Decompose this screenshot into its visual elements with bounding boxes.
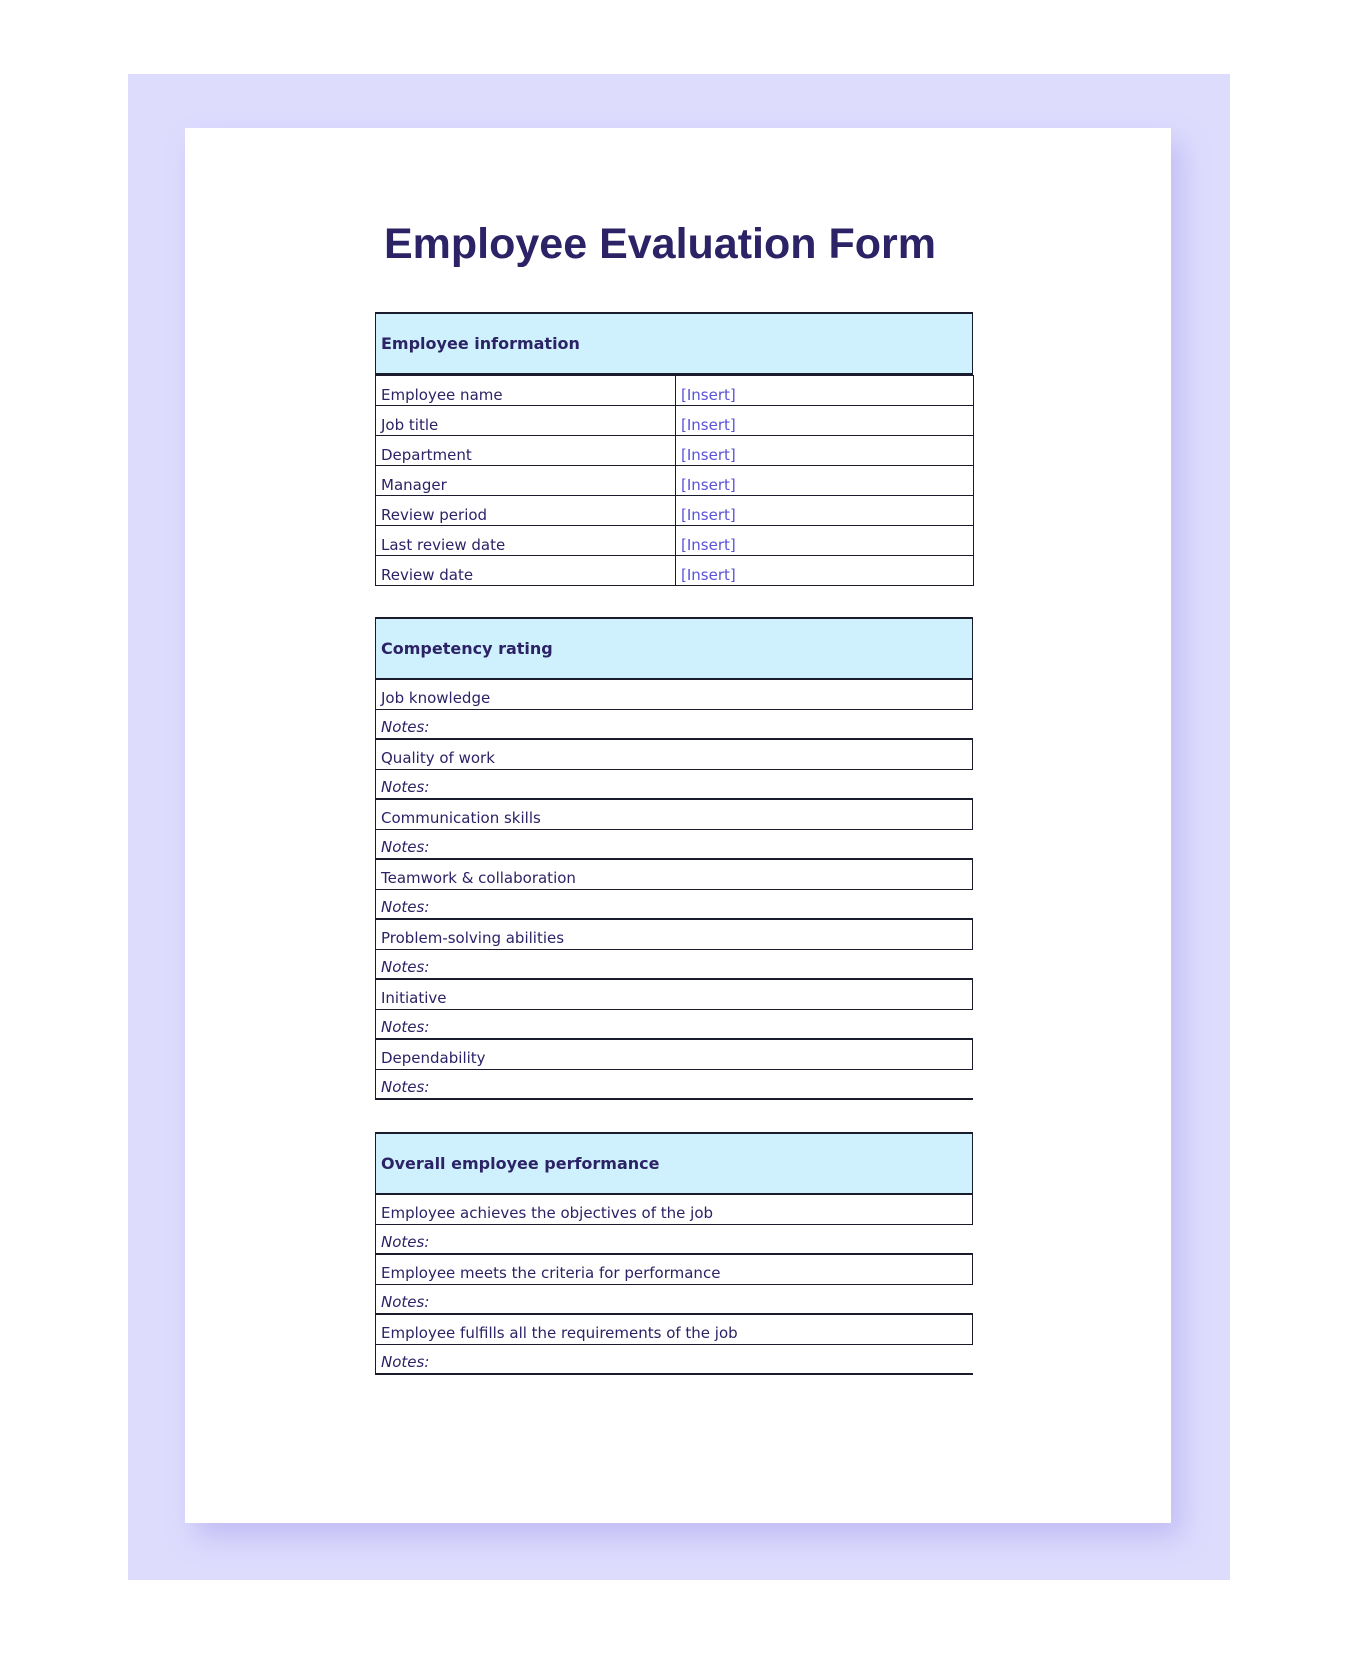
rating-item: Employee achieves the objectives of the job — [375, 1195, 973, 1225]
table-row — [376, 466, 974, 496]
table-row — [376, 376, 974, 406]
table-row — [376, 496, 974, 526]
rating-item: Communication skills — [375, 800, 973, 830]
notes-field[interactable]: Notes: — [375, 830, 973, 860]
page-title: Employee Evaluation Form — [384, 220, 936, 268]
notes-field[interactable]: Notes: — [375, 710, 973, 740]
field-value[interactable]: [Insert] — [676, 556, 974, 586]
field-value[interactable]: [Insert] — [676, 406, 974, 436]
field-value[interactable]: [Insert] — [676, 526, 974, 556]
field-value[interactable]: [Insert] — [676, 466, 974, 496]
table-row — [376, 406, 974, 436]
field-label: Review period — [376, 496, 676, 526]
table-row — [376, 436, 974, 466]
field-label: Department — [376, 436, 676, 466]
notes-field[interactable]: Notes: — [375, 1285, 973, 1315]
notes-field[interactable]: Notes: — [375, 1225, 973, 1255]
notes-field[interactable]: Notes: — [375, 770, 973, 800]
rating-item: Dependability — [375, 1040, 973, 1070]
field-label: Manager — [376, 466, 676, 496]
section-heading: Overall employee performance — [375, 1132, 973, 1195]
section-heading: Competency rating — [375, 617, 973, 680]
field-label: Employee name — [376, 376, 676, 406]
rating-item: Teamwork & collaboration — [375, 860, 973, 890]
rating-item: Employee meets the criteria for performance — [375, 1255, 973, 1285]
notes-field[interactable]: Notes: — [375, 1070, 973, 1100]
field-value[interactable]: [Insert] — [676, 376, 974, 406]
table-row — [376, 556, 974, 586]
field-label: Review date — [376, 556, 676, 586]
employee-information-section — [375, 312, 973, 586]
field-value[interactable]: [Insert] — [676, 496, 974, 526]
notes-field[interactable]: Notes: — [375, 1010, 973, 1040]
overall-performance-section — [375, 1132, 973, 1375]
section-heading: Employee information — [375, 312, 973, 375]
rating-item: Quality of work — [375, 740, 973, 770]
notes-field[interactable]: Notes: — [375, 950, 973, 980]
table-row — [376, 526, 974, 556]
field-label: Job title — [376, 406, 676, 436]
notes-field[interactable]: Notes: — [375, 1345, 973, 1375]
competency-rating-section — [375, 617, 973, 1100]
rating-item: Initiative — [375, 980, 973, 1010]
notes-field[interactable]: Notes: — [375, 890, 973, 920]
rating-item: Job knowledge — [375, 680, 973, 710]
employee-information-table — [375, 375, 974, 586]
rating-item: Employee fulfills all the requirements of the job — [375, 1315, 973, 1345]
rating-item: Problem-solving abilities — [375, 920, 973, 950]
field-value[interactable]: [Insert] — [676, 436, 974, 466]
field-label: Last review date — [376, 526, 676, 556]
